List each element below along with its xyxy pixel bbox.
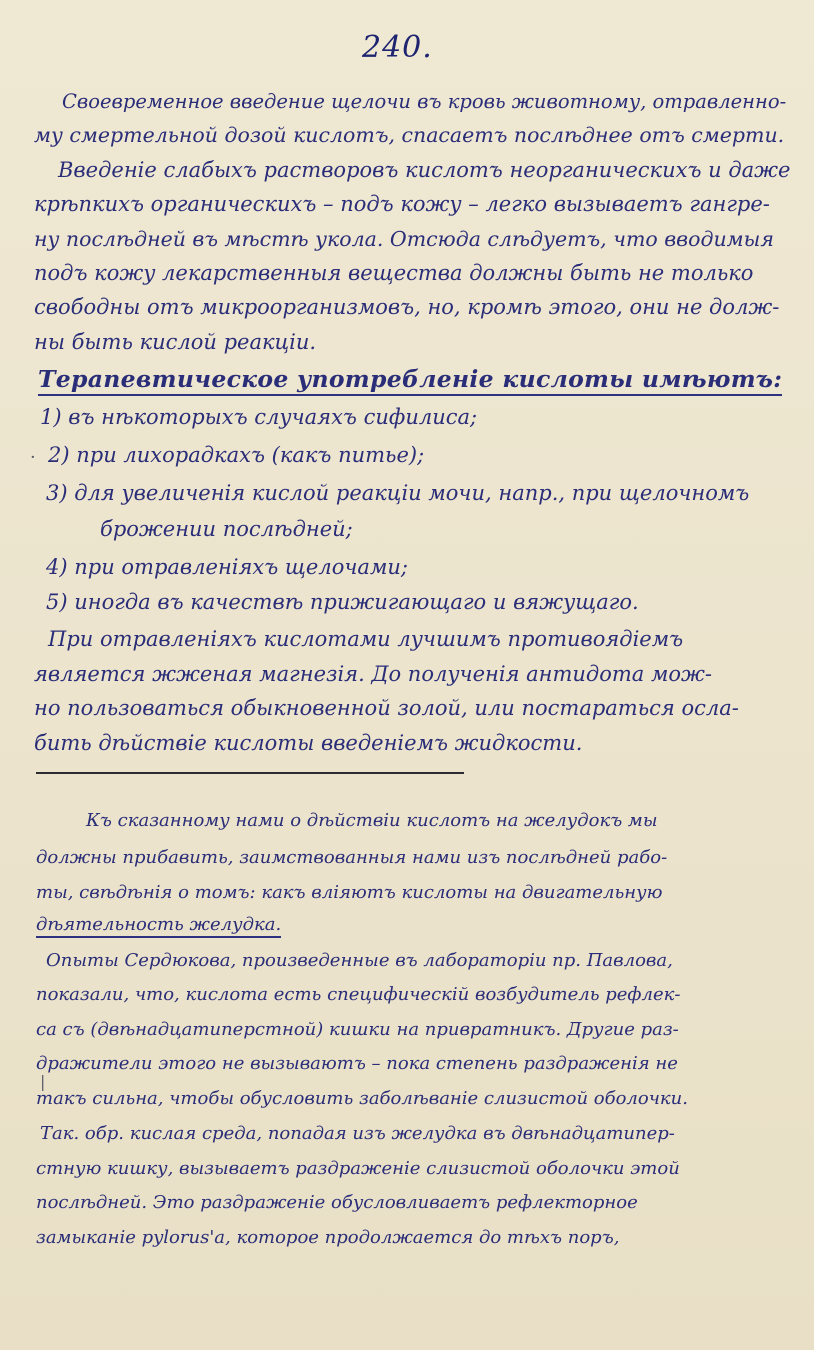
text-line: При отравленіяхъ кислотами лучшимъ противоядіемъ <box>48 627 684 651</box>
text-line: му смертельной дозой кислотъ, спасаетъ послѣднее отъ смерти. <box>34 123 785 147</box>
margin-dot: · <box>30 447 36 468</box>
text-line: ны быть кислой реакціи. <box>34 330 317 354</box>
text-line: замыканіе pylorus'а, которое продолжается до тѣхъ поръ, <box>36 1227 620 1248</box>
text-line: свободны отъ микроорганизмовъ, но, кромѣ этого, они не долж- <box>34 295 780 319</box>
list-item: 4) при отравленіяхъ щелочами; <box>46 555 408 579</box>
list-item: 3) для увеличенія кислой реакціи мочи, напр., при щелочномъ <box>46 481 750 505</box>
list-item: 5) иногда въ качествѣ прижигающаго и вяжущаго. <box>46 590 639 614</box>
section-heading: Терапевтическое употребленіе кислоты имѣютъ: <box>38 368 782 396</box>
list-item: 2) при лихорадкахъ (какъ питье); <box>48 443 425 467</box>
list-item: 1) въ нѣкоторыхъ случаяхъ сифилиса; <box>40 405 478 429</box>
text-line: должны прибавить, заимствованныя нами изъ послѣдней рабо- <box>36 847 668 868</box>
page-number: 240. <box>362 30 433 65</box>
text-line: Къ сказанному нами о дѣйствіи кислотъ на желудокъ мы <box>86 810 658 831</box>
text-line: является жженая магнезія. До полученія антидота мож- <box>34 662 713 686</box>
text-line: бить дѣйствіе кислоты введеніемъ жидкости. <box>34 731 583 755</box>
text-line: са съ (двѣнадцатиперстной) кишки на привратникъ. Другие раз- <box>36 1019 679 1040</box>
list-item: брожении послѣдней; <box>100 517 353 541</box>
section-divider <box>36 772 464 774</box>
text-line: дражители этого не вызываютъ – пока степень раздраженія не <box>36 1053 678 1074</box>
text-line: Опыты Сердюкова, произведенные въ лабораторіи пр. Павлова, <box>46 950 673 971</box>
text-line: Так. обр. кислая среда, попадая изъ желудка въ двѣнадцатипер- <box>40 1123 675 1144</box>
text-line: крѣпкихъ органическихъ – подъ кожу – легко вызываетъ гангре- <box>34 192 770 216</box>
text-line: такъ сильна, чтобы обусловить заболѣваніе слизистой оболочки. <box>36 1088 688 1109</box>
margin-tick: | <box>40 1072 46 1091</box>
text-line: Своевременное введение щелочи въ кровь животному, отравленно- <box>62 90 787 113</box>
text-line-underlined: дѣятельность желудка. <box>36 916 281 938</box>
text-line: послѣдней. Это раздраженіе обусловливаетъ рефлекторное <box>36 1192 638 1213</box>
text-line: ты, свѣдѣнія о томъ: какъ вліяютъ кислоты на двигательную <box>36 882 663 903</box>
text-line: стную кишку, вызываетъ раздраженіе слизистой оболочки этой <box>36 1158 680 1179</box>
text-line: Введеніе слабыхъ растворовъ кислотъ неорганическихъ и даже <box>58 158 791 182</box>
text-line: ну послѣдней въ мѣстѣ укола. Отсюда слѣдуетъ, что вводимыя <box>34 227 774 251</box>
text-line: подъ кожу лекарственныя вещества должны быть не только <box>34 261 754 285</box>
text-line: показали, что, кислота есть специфическій возбудитель рефлек- <box>36 984 681 1005</box>
text-line: но пользоваться обыкновенной золой, или постараться осла- <box>34 696 739 720</box>
